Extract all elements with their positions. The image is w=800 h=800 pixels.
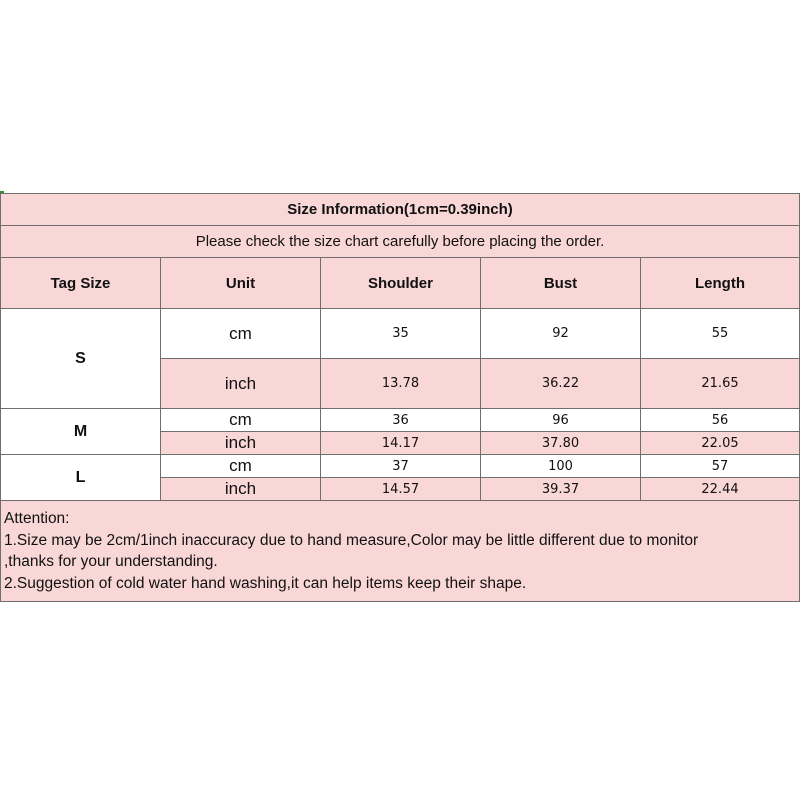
attention-notes	[1, 501, 800, 602]
tag-size-cell: M	[1, 409, 161, 455]
notice-row	[1, 226, 800, 258]
length-cell: 57	[641, 455, 800, 478]
shoulder-cell: 35	[321, 309, 481, 359]
bust-cell: 96	[481, 409, 641, 432]
length-cell: 22.44	[641, 478, 800, 501]
unit-cell: cm	[161, 409, 321, 432]
length-cell: 55	[641, 309, 800, 359]
unit-cell: cm	[161, 455, 321, 478]
unit-cell: cm	[161, 309, 321, 359]
tag-size-cell: S	[1, 309, 161, 409]
size-chart	[0, 193, 799, 611]
header-unit: Unit	[161, 258, 321, 309]
tag-size-cell: L	[1, 455, 161, 501]
order-notice: Please check the size chart carefully before placing the order.	[1, 226, 800, 258]
attention-heading: Attention:	[4, 510, 70, 527]
size-table	[0, 193, 800, 602]
bust-cell: 92	[481, 309, 641, 359]
shoulder-cell: 37	[321, 455, 481, 478]
length-cell: 21.65	[641, 359, 800, 409]
shoulder-cell: 36	[321, 409, 481, 432]
attention-line: 1.Size may be 2cm/1inch inaccuracy due to hand measure,Color may be little different due to monitor	[4, 531, 699, 549]
header-length: Length	[641, 258, 800, 309]
table-row	[1, 455, 800, 478]
shoulder-cell: 14.57	[321, 478, 481, 501]
table-title: Size Information(1cm=0.39inch)	[1, 194, 800, 226]
title-row	[1, 194, 800, 226]
attention-line: ,thanks for your understanding.	[4, 553, 218, 570]
table-row	[1, 409, 800, 432]
table-row	[1, 309, 800, 359]
length-cell: 56	[641, 409, 800, 432]
header-tag-size: Tag Size	[1, 258, 161, 309]
attention-row	[1, 501, 800, 602]
unit-cell: inch	[161, 432, 321, 455]
shoulder-cell: 14.17	[321, 432, 481, 455]
length-cell: 22.05	[641, 432, 800, 455]
bust-cell: 36.22	[481, 359, 641, 409]
bust-cell: 100	[481, 455, 641, 478]
bust-cell: 39.37	[481, 478, 641, 501]
unit-cell: inch	[161, 478, 321, 501]
header-bust: Bust	[481, 258, 641, 309]
bust-cell: 37.80	[481, 432, 641, 455]
header-shoulder: Shoulder	[321, 258, 481, 309]
unit-cell: inch	[161, 359, 321, 409]
header-row	[1, 258, 800, 309]
attention-line: 2.Suggestion of cold water hand washing,it can help items keep their shape.	[4, 574, 527, 592]
shoulder-cell: 13.78	[321, 359, 481, 409]
